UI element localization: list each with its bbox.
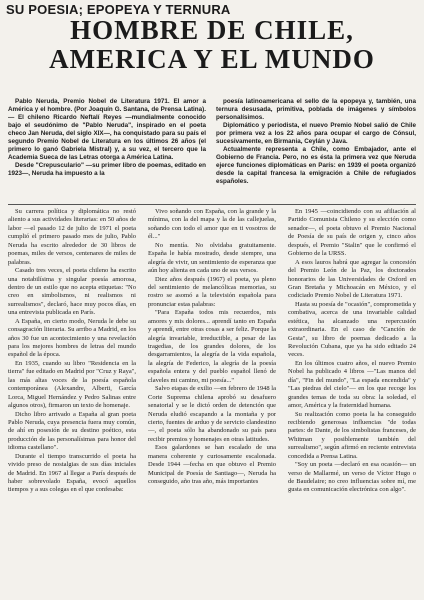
body-paragraph: A España, en cierto modo, Neruda le debe su consagración literaria. Su arribo a Madrid, en los años 30 fue un acontecimiento y una revelación para los mejores hombres de letras del mundo español de la época. (8, 317, 136, 359)
body-paragraph: "Soy un poeta —declaró en esa ocasión— un verso de Mallarmé, un verso de Víctor Hugo o de Baudelaire; no creo influencias sobre mí, me gusta en comunicación electrónica con algo". (288, 461, 416, 494)
body-paragraph: Su realización como poeta la ha conseguido recibiendo generosas influencias "de todas partes: de Dante, de los simbolistas franceses, de Whitman y posiblemente también del surrealismo", según afirmó en reciente entrevista concedida a Prensa Latina. (288, 410, 416, 460)
lead-paragraph: Diplomático y periodista, el nuevo Premio Nobel salió de Chile por primera vez a los 22 años para ocupar el cargo de Cónsul, sucesivamente, en Birmania, Ceylán y Java. (216, 122, 416, 146)
body-paragraph: Su carrera política y diplomática no restó aliento a sus actividades literarias: en 50 años de labor —el pasado 12 de julio de 1971 el poeta cumplió el primero pasado mes de julio, Pablo Neruda ha escrito alrededor de 30 libros de poemas, miles de versos, centenares de miles de palabras. (8, 208, 136, 266)
section-divider (8, 204, 416, 205)
body-column-1 (8, 208, 136, 596)
lead-paragraph: Actualmente representa a Chile, como Embajador, ante el Gobierno de Francia. Pero, no es ésta la primera vez que Neruda ejerce funciones diplomáticas en París: en 1939 el poeta organizó desde la capital francesa la emigración a Chile de refugiados españoles. (216, 146, 416, 186)
body-paragraph: Dicho libro arrivado a España al gran poeta Pablo Neruda, cuya presencia fuera muy común, de ahí en posesión de su destino poético, esta producción de las personalísimas para honor del idioma castellano". (8, 410, 136, 452)
body-paragraph: Hasta su poesía de "ocasión", comprometida y combativa, acerca de una invariable calidad estética, ha alcanzado una repercusión extraordinaria. En el caso de "Canción de Gesta", su libro de poemas dedicado a la Revolución Cubana, que ya ha sido editado 24 veces. (288, 300, 416, 359)
body-column-3 (288, 208, 416, 596)
body-paragraph: Esos galardones se han escalado de una manera coherente y curiosamente escalonada. Desde 1944 —fecha en que obtuvo el Premio Municipal de Poesía de Santiago—, Neruda ha conseguido, año tras año, más importantes (148, 444, 276, 485)
body-paragraph: En 1945 —coincidiendo con su afiliación al Partido Comunista Chileno y su elección como senador—, el poeta obtuvo el Premio Nacional de Poesía de su país de origen y, cinco años después, el Premio "Stalin" que le confirmó el Gobierno de la URSS. (288, 208, 416, 258)
body-paragraph: Diez años después (1967) el poeta, ya pleno del sentimiento de melancólicas memorias, su rostro se asomó a la televisión española para pronunciar estas palabras: (148, 275, 276, 308)
body-paragraph: En 1935, cuando su libro "Residencia en la tierra" fue editado en Madrid por "Cruz y Raya", las más altas voces de la poesía española contemporánea (Alexandre, Alberti, García Lorca, Miguel Hernández y Pedro Salinas entre algunos otros), firmaron un texto de homenaje. (8, 359, 136, 410)
body-column-2 (148, 208, 276, 596)
lead-paragraph: Pablo Neruda, Premio Nobel de Literatura 1971. El amor a América y el hombre. (Por Joaquín G. Santana, de Prensa Latina).— El chileno Ricardo Neftalí Reyes —mundialmente conocido bajo el seudónimo de "Pablo Neruda", inspirado en el poeta checo Jan Neruda, del siglo XIX—, ha conquistado para su país el segundo Premio Nobel de Literatura en los últimos 26 años (el primero lo ganó Gabriela Mistral) y, a su vez, el tercero que la Academia Sueca de las Letras otorga a América Latina. (8, 98, 206, 162)
headline-line-1: HOMBRE DE CHILE, (70, 15, 354, 45)
body-paragraph: Salvo etapas de exilio —en febrero de 1948 la Corte Suprema chilena aprobó su desafuero senatorial y se le dictó orden de detención que Neruda eludió escapando a la montaña y por cierto, fuentes de arduo y de servicio clandestino—, el poeta sólo ha abandonado su país para recibir premios y homenajes en otras latitudes. (148, 385, 276, 443)
body-paragraph: A esos lauros habrá que agregar la concesión del Premio León de la Paz, los doctorados honorarios de las Universidades de Oxford en Gran Bretaña y Michoacán en México, y el codiciado Premio Nobel de Literatura 1971. (288, 258, 416, 300)
body-paragraph: Durante el tiempo transcurrido el poeta ha vivido preso de nostalgias de sus días iniciales de Madrid. En 1967 al llegar a París después de haber sobrevolado España, evocó aquellos tiempos y a sus colegas en el que confesaba: (8, 452, 136, 494)
lead-column-left (8, 98, 206, 178)
body-paragraph: "Para España todos mis recuerdos, mis amores y mis dolores... aprendí tanto en España y aprendí, entre otras cosas a ser feliz. Porque la alegría invariable, irreductible, a pesar de las tragedias, de los grandes dolores, de los desgarramientos, la alegría de la vida española, la alegría de Federico, la alegría de la poesía española entera y del pueblo español llenó de claveles mi camino, mi poesía..." (148, 309, 276, 384)
lead-paragraph: poesía latinoamericana el sello de la epopeya y, también, una ternura desusada, primitiva, poblada de imágenes y símbolos personalísimos. (216, 98, 416, 122)
article-headline (6, 17, 418, 73)
headline-line-2: AMERICA Y EL MUNDO (49, 44, 375, 74)
body-paragraph: No mentía. No olvidaba gratuitamente. España le había mostrado, desde siempre, una alegría de vivir, un sentimiento de esperanza que aún hoy alienta en cada uno de sus versos. (148, 241, 276, 275)
body-paragraph: Vivo soñando con España, con la grande y la mínima, con la del mapa y la de las callejuelas, soñando con todo el amor que en ti vosotros de él..." (148, 208, 276, 241)
body-paragraph: Casado tres veces, el poeta chileno ha escrito una notabilísima y singular poesía amorosa, dentro de un estilo que no acepta etiquetas: "No creo en simbolismos, ni realismos ni surrealismos", declaró, hace muy pocos días, en una entrevista publicada en París. (8, 267, 136, 317)
body-paragraph: En los últimos cuatro años, el nuevo Premio Nobel ha publicado 4 libros —"Las manos del día", "Fin del mundo", "La espada encendida" y "Las piedras del cielo"— en los que recoge los grandes temas de toda su obra: la soledad, el amor, América y la fraternidad humana. (288, 359, 416, 410)
lead-column-right (216, 98, 416, 187)
lead-paragraph: Desde "Crepusculario" —su primer libro de poemas, editado en 1923—, Neruda ha impuesto a la (8, 162, 206, 178)
article-kicker: SU POESIA; EPOPEYA Y TERNURA (6, 2, 231, 17)
